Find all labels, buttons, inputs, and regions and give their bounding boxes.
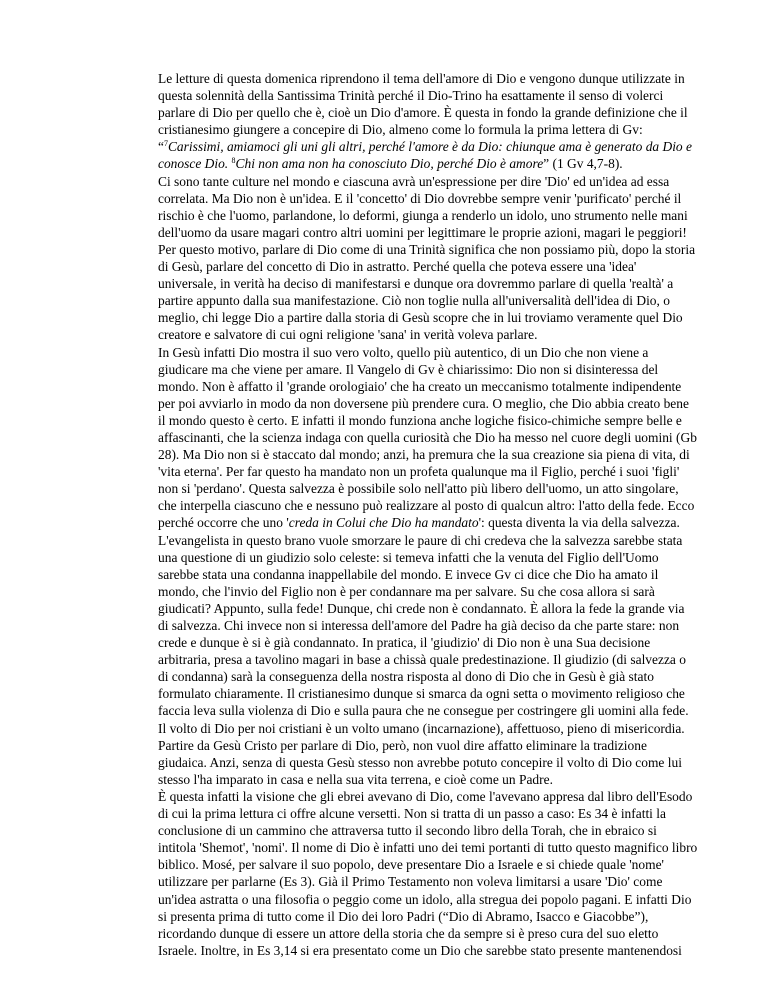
quote-verse-8: Chi non ama non ha conosciuto Dio, perché Dio è amore [235,156,544,172]
paragraph-1-intro: Le letture di questa domenica riprendono il tema dell'amore di Dio e vengono dunque utilizzate in questa solennità della Santissima Trinità perché il Dio-Trino ha esattamente il senso di volerci parlare di Dio per quello che è, cioè un Dio d'amore. È questa in fondo la grande definizione che il cristianesimo giungere a concepire di Dio, almeno come lo formula la prima lettera di Gv: “ [158,71,688,155]
paragraph-3-part-2: ': questa diventa la via della salvezza. L'evangelista in questo brano vuole smorzare le paure di chi credeva che la salvezza sarebbe stata una questione di un giudizio solo celeste: si temeva infatti che la venuta del Figlio dell'Uomo sarebbe stata una condanna inappellabile del mondo. E invece Gv ci dice che Dio ha amato il mondo, che l'invio del Figlio non è per condannare ma per salvare. Su che cosa allora si sarà giudicati? Appunto, sulla fede! Dunque, chi crede non è condannato. È allora la fede la grande via di salvezza. Chi invece non si interessa dell'amore del Padre ha già deciso da che parte stare: non crede e dunque è si è già condannato. In pratica, il 'giudizio' di Dio non è una Sua decisione arbitraria, presa a tavolino magari in base a chissà quale predestinazione. Il giudizio (di salvezza o di condanna) sarà la conseguenza della nostra risposta al dono di Dio che in Gesù è già stato formulato chiaramente. Il cristianesimo dunque si smarca da ogni setta o movimento religioso che faccia leva sulla violenza di Dio e sulla paura che ne consegue per costringere gli uomini alla fede. Il volto di Dio per noi cristiani è un volto umano (incarnazione), affettuoso, pieno di misericordia. Partire da Gesù Cristo per parlare di Dio, però, non vuol dire affatto eliminare la tradizione giudaica. Anzi, senza di questa Gesù stesso non avrebbe potuto concepire il volto di Dio come lui stesso l'ha imparato in casa e nella sua vita terrena, e cioè come un Padre. [158,515,689,787]
verse-number-8: 8 [231,156,236,166]
paragraph-4: È questa infatti la visione che gli ebrei avevano di Dio, come l'avevano appresa dal libro dell'Esodo di cui la prima lettura ci offre alcune versetti. Non si tratta di un passo a caso: Es 34 è infatti la conclusione di un cammino che attraversa tutto il secondo libro della Torah, che in ebraico si intitola 'Shemot', 'nomi'. Il nome di Dio è infatti uno dei temi portanti di tutto questo magnifico libro biblico. Mosé, per salvare il suo popolo, deve presentare Dio a Israele e si chiede quale 'nome' utilizzare per parlarne (Es 3). Già il Primo Testamento non voleva limitarsi a usare 'Dio' come un'idea astratta o una filosofia o peggio come un idolo, alla stregua dei popolo pagani. E infatti Dio si presenta prima di tutto come il Dio dei loro Padri (“Dio di Abramo, Isacco e Giacobbe”), ricordando dunque di essere un attore della storia che da sempre si è preso cura del suo eletto Israele. Inoltre, in Es 3,14 si era presentato come un Dio che sarebbe stato presente mantenendosi [158,788,698,958]
paragraph-3-part-1: In Gesù infatti Dio mostra il suo vero volto, quello più autentico, di un Dio che non viene a giudicare ma che viene per amare. Il Vangelo di Gv è chiarissimo: Dio non si disinteressa del mondo. Non è affatto il 'grande orologiaio' che ha creato un meccanismo totalmente indipendente per poi avviarlo in modo da non doversene più prendere cura. O meglio, che Dio abbia creato bene il mondo questo è certo. E infatti il mondo funziona anche logiche fisico-chimiche sempre belle e affascinanti, che la scienza indaga con quella curiosità che Dio ha messo nel cuore degli uomini (Gb 28). Ma Dio non si è staccato dal mondo; anzi, ha premura che la sua creazione sia piena di vita, di 'vita eterna'. Per far questo ha mandato non un profeta qualunque ma il Figlio, perché i suoi 'figli' non si 'perdano'. Questa salvezza è possibile solo nell'atto più libero dell'uomo, un atto singolare, che interpella ciascuno che e nessuno può realizzare al posto di qualcun altro: l'atto della fede. Ecco perché occorre che uno ' [158,344,697,531]
document-body [158,70,698,959]
quote-verse-7: Carissimi, amiamoci gli uni gli altri, perché l'amore è da Dio: chiunque ama è generato da Dio e conosce Dio. [158,139,692,172]
citation-reference: ” (1 Gv 4,7-8). [543,156,623,172]
verse-number-7: 7 [163,139,168,149]
paragraph-3 [158,344,698,788]
paragraph-3-emphasis: creda in Colui che Dio ha mandato [288,515,479,531]
paragraph-1 [158,70,698,173]
paragraph-2: Ci sono tante culture nel mondo e ciascuna avrà un'espressione per dire 'Dio' ed un'idea ad essa correlata. Ma Dio non è un'idea. E il 'concetto' di Dio dovrebbe sempre venir 'purificato' perché il rischio è che l'uomo, parlandone, lo deformi, giunga a renderlo un idolo, uno strumento nelle mani dell'uomo da usare magari contro altri uomini per legittimare le proprie azioni, magari le peggiori! Per questo motivo, parlare di Dio come di una Trinità significa che non possiamo più, dopo la storia di Gesù, parlare del concetto di Dio in astratto. Perché quella che poteva essere una 'idea' universale, in verità ha deciso di manifestarsi e dunque ora dovremmo parlare di quella 'realtà' a partire appunto dalla sua manifestazione. Ciò non toglie nulla all'universalità dell'idea di Dio, o meglio, chi legge Dio a partire dalla storia di Gesù scopre che in lui troviamo veramente quel Dio creatore e salvatore di cui ogni religione 'sana' in verità voleva parlare. [158,173,696,343]
